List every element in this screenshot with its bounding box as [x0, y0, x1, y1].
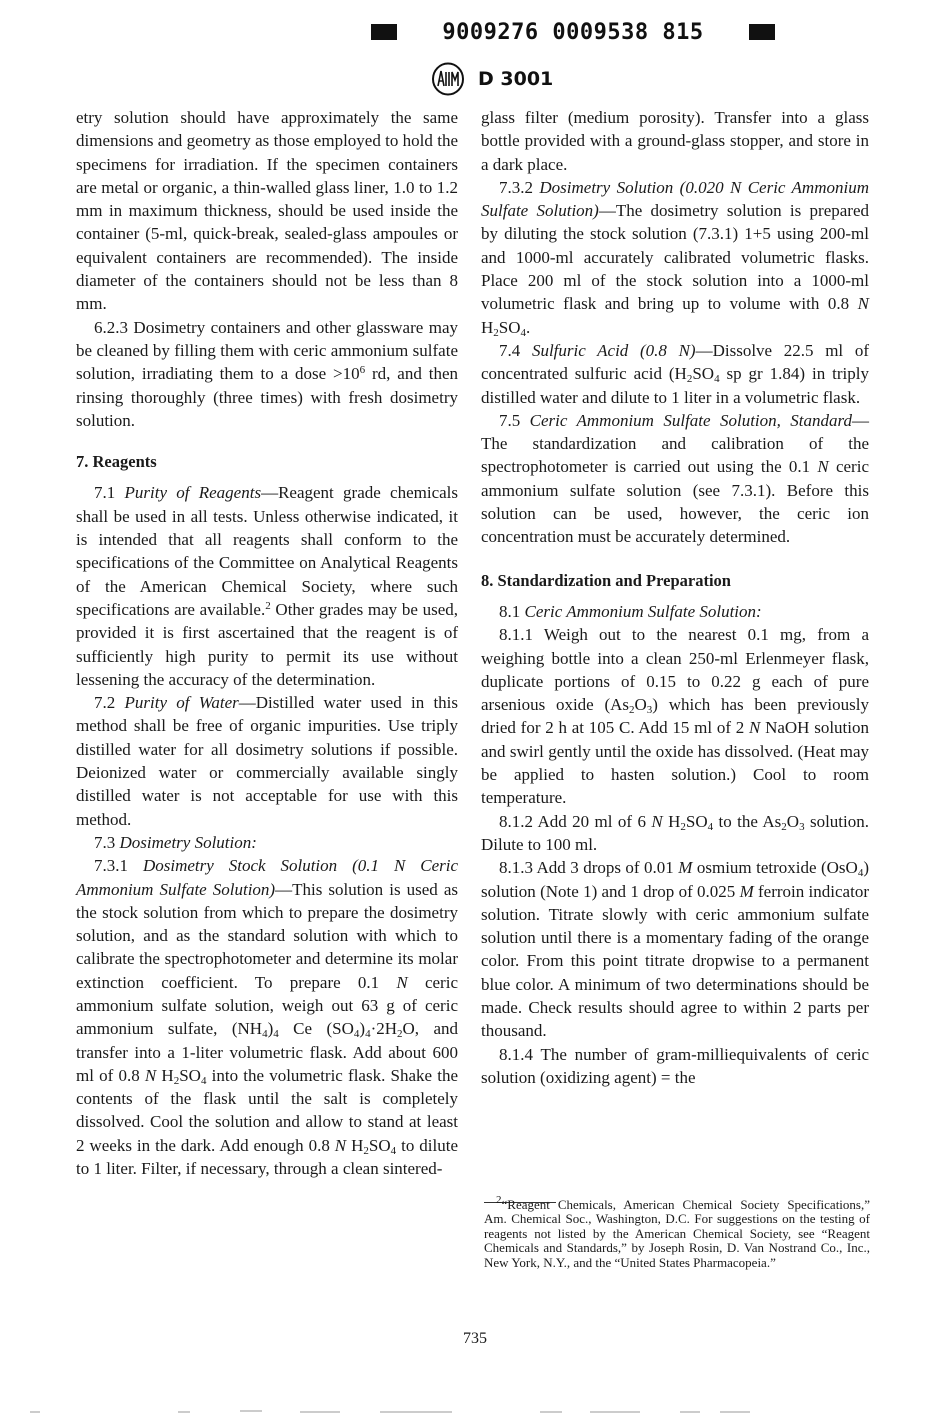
paragraph-7-1: 7.1 Purity of Reagents—Reagent grade chemicals shall be used in all tests. Unless otherwise indicated, it is intended that all reagents shall conform to the specifications of the Committee on Analytical Reagents of the American Chemical Society, where such specifications are available.$^2$ Other grades may be used, provided it is first ascertained that the reagent is of sufficiently high purity to permit its use without lessening the accuracy of the determination. [76, 483, 459, 689]
paragraph-6-2-3: 6.2.3 Dosimetry containers and other glassware may be cleaned by filling them with ceric ammonium sulfate solution, irradiating them to a dose $>10^6$ rd, and then rinsing thoroughly (three times) with fresh dosimetry solution. [76, 317, 458, 430]
footnote-ref-2: 2 [265, 599, 271, 612]
paragraph-7-2: 7.2 Purity of Water—Distilled water used in this method shall be free of organic impurities. Use triply distilled water for all dosimetry solutions if possible. Deionized water or commercially available singly distilled water is not acceptable for use with this method. [76, 693, 459, 829]
paragraph-8-1-2: 8.1.2 Add 20 ml of 6 N $H_2SO_4$ to the $As_2O_3$ solution. Dilute to 100 ml. [481, 811, 869, 854]
document-barcode-line [371, 18, 775, 46]
paragraph-continuation: etry solution should have approximately the same dimensions and geometry as those employed to hold the specimens for irradiation. If the specimen containers are metal or organic, a thin-walled glass liner, 1.0 to 1.2 mm in maximum thickness, should be used inside the container (5-ml, quick-break, sealed-glass ampoules or equivalent containers are recommended). The inside diameter of the containers should not be less than 8 mm. [76, 108, 458, 314]
footnote [484, 1194, 870, 1270]
paragraph-8-1-1: 8.1.1 Weigh out to the nearest 0.1 mg, from a weighing bottle into a clean 250-ml Erlenmeyer flask, duplicate portions of 0.15 to 0.22 g each of pure arsenious oxide $(As_2O_3)$ which has been previously dried for 2 h at 105 C. Add 15 ml of 2 N NaOH solution and swirl gently until the oxide has dissolved. (Heat may be applied to hasten solution.) Cool to room temperature. [481, 625, 869, 808]
standard-designation: D 3001 [478, 68, 554, 90]
paragraph-7-4: 7.4 Sulfuric Acid (0.8 N)—Dissolve 22.5 ml of concentrated sulfuric acid ($H_2SO_4$ sp gr 1.84) in triply distilled water and dilute to 1 liter in a volumetric flask. [481, 340, 870, 407]
barcode-right-bar [749, 24, 775, 40]
footnote-mark: 2 [496, 1194, 502, 1206]
left-column [76, 106, 458, 1180]
barcode-number: 9009276 0009538 815 [442, 19, 704, 45]
scan-artifacts [0, 1390, 950, 1420]
footnote-text: “Reagent Chemicals, American Chemical Society Specifications,” Am. Chemical Soc., Washington, D.C. For suggestions on the testing of reagents not listed by the American Chemical Society, see “Reagent Chemicals and Standards,” by Joseph Rosin, D. Van Nostrand Co., Inc., New York, N.Y., and the “United States Pharmacopeia.” [484, 1197, 870, 1270]
paragraph-7-3-2: 7.3.2 Dosimetry Solution (0.020 N Ceric Ammonium Sulfate Solution)—The dosimetry solution is prepared by diluting the stock solution (7.3.1) 1+5 using 200-ml and 1000-ml accurately calibrated volumetric flasks. Place 200 ml of the stock solution into a 1000-ml volumetric flask and bring up to volume with 0.8 N $H_2SO_4$. [481, 177, 869, 339]
page-number: 735 [463, 1330, 487, 1347]
paragraph-7-3-1: 7.3.1 Dosimetry Stock Solution (0.1 N Ceric Ammonium Sulfate Solution)—This solution is used as the stock solution from which to prepare the dosimetry solution, and as the standard solution with which to calibrate the spectrophotometer and determine its molar extinction coefficient. To prepare 0.1 N ceric ammonium sulfate solution, weigh out 63 g of ceric ammonium sulfate, $(NH_4)_4$ Ce $(SO_4)_4\cdot 2H_2O$, and transfer into a 1-liter volumetric flask. Add about 600 ml of 0.8 N $H_2SO_4$ into the volumetric flask. Shake the contents of the flask until the salt is completely dissolved. Cool the solution and allow to stand at least 2 weeks in the dark. Add enough 0.8 N $H_2SO_4$ to dilute to 1 liter. Filter, if necessary, through a clean sintered- [76, 856, 459, 1179]
barcode-left-bar [371, 24, 397, 40]
paragraph-8-1: 8.1 Ceric Ammonium Sulfate Solution: [499, 601, 762, 621]
paragraph-7-3: 7.3 Dosimetry Solution: [94, 832, 257, 852]
paragraph-8-1-4: 8.1.4 The number of gram-milliequivalents of ceric solution (oxidizing agent) = the [481, 1044, 869, 1087]
paragraph-7-5: 7.5 Ceric Ammonium Sulfate Solution, Standard—The standardization and calibration of the spectrophotometer is carried out using the 0.1 N ceric ammonium sulfate solution (see 7.3.1). Before this solution can be used, however, the ceric ion concentration must be accurately determined. [481, 410, 869, 547]
page-header [430, 62, 553, 96]
paragraph-8-1-3: 8.1.3 Add 3 drops of 0.01 M osmium tetroxide (OsO$_4$) solution (Note 1) and 1 drop of 0.025 M ferroin indicator solution. Titrate slowly with ceric ammonium sulfate solution until there is a momentary fading of the orange color. From this point titrate dropwise to a permanent blue color. A minimum of two determinations should be made. Check results should agree to within 2 parts per thousand. [481, 858, 869, 1041]
right-column [481, 106, 869, 1089]
section-heading-reagents: 7. Reagents [76, 452, 157, 472]
paragraph-continuation-right: glass filter (medium porosity). Transfer into a glass bottle provided with a ground-glass stopper, and store in a dark place. [481, 108, 869, 174]
section-heading-standardization: 8. Standardization and Preparation [481, 570, 731, 590]
astm-logo-icon [430, 62, 466, 96]
